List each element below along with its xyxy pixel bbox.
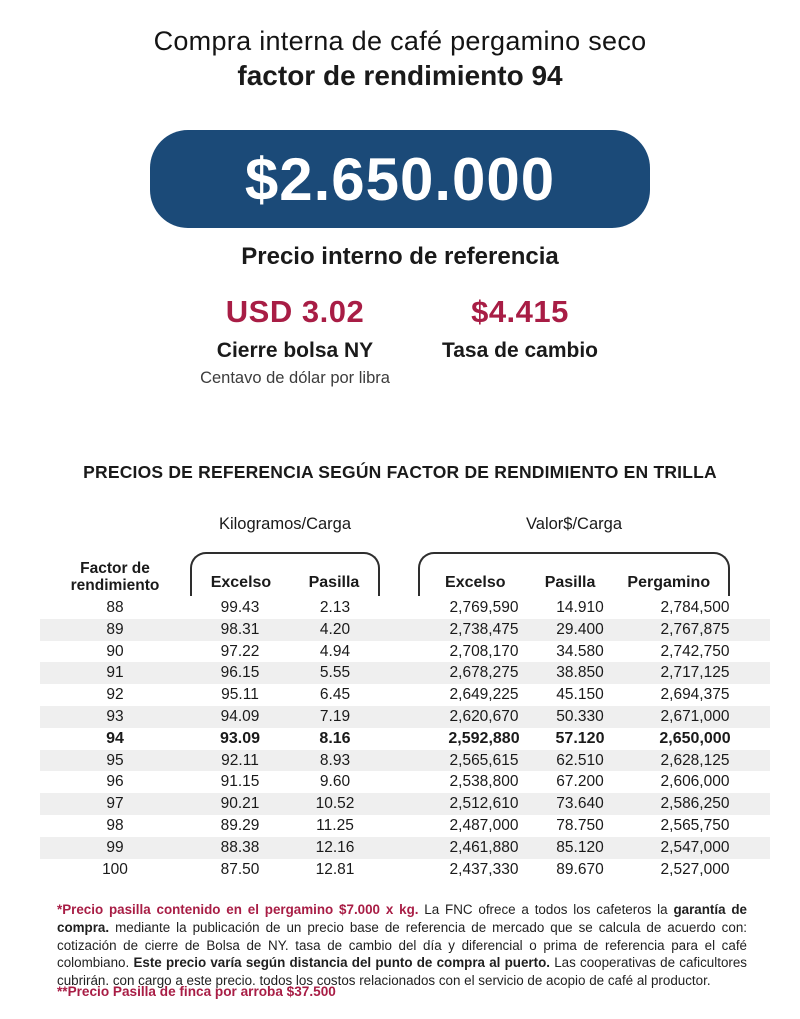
footnote-text-1: La FNC ofrece a todos los cafeteros la (418, 902, 674, 918)
cell-spacer (380, 684, 428, 706)
table-row (40, 662, 770, 684)
group-header-kilograms: Kilogramos/Carga (218, 515, 352, 533)
cell-v-excelso: 2,708,170 (449, 642, 519, 660)
cell-v-pergamino: 2,717,125 (660, 664, 730, 682)
cell-v-pasilla: 38.850 (556, 664, 604, 682)
footnote-bold-2: Este precio varía según distancia del punto de compra al puerto. (133, 955, 550, 971)
cell-spacer (380, 837, 428, 859)
cell-v-pergamino: 2,671,000 (660, 707, 730, 725)
reference-price-badge (150, 130, 650, 228)
cell-v-pergamino: 2,586,250 (660, 795, 730, 813)
cell-kg-excelso: 89.29 (220, 816, 260, 834)
cell-v-excelso: 2,769,590 (449, 599, 519, 616)
table-row (40, 750, 770, 772)
factor-column-header (40, 560, 190, 594)
ny-close-sublabel: Centavo de dólar por libra (200, 369, 390, 387)
cell-factor: 94 (106, 729, 124, 747)
cell-spacer (380, 597, 428, 619)
table-row (40, 619, 770, 641)
exchange-rate-label: Tasa de cambio (441, 339, 598, 362)
cell-spacer (380, 815, 428, 837)
cell-kg-pasilla: 12.81 (315, 860, 355, 878)
price-caption: Precio interno de referencia (241, 243, 559, 270)
footnote-text-3: Las cooperativas de caficultores cubrirán. con cargo a este precio. todos los costos relacionados con el servicio de acopio de café al productor. (57, 955, 747, 989)
cell-v-excelso: 2,461,880 (449, 838, 519, 856)
table-group-header (40, 508, 770, 552)
cell-factor: 100 (102, 860, 128, 878)
cell-v-pasilla: 85.120 (556, 838, 604, 856)
cell-v-pergamino: 2,694,375 (660, 686, 730, 704)
table-row (40, 815, 770, 837)
cell-kg-pasilla: 7.19 (319, 707, 351, 725)
reference-price-value: $2.650.000 (244, 145, 556, 213)
cell-factor: 91 (106, 664, 124, 682)
table-section-title: PRECIOS DE REFERENCIA SEGÚN FACTOR DE RENDIMIENTO EN TRILLA (83, 462, 717, 482)
value-header-box (418, 552, 730, 596)
factor-header-line2: rendimiento (70, 577, 160, 594)
cell-v-excelso: 2,649,225 (449, 686, 519, 704)
cell-kg-excelso: 95.11 (221, 686, 259, 704)
cell-v-excelso: 2,620,670 (449, 707, 519, 725)
footnote-text-2: mediante la publicación de un precio base de referencia de mercado que se calcula de acuerdo con: cotización de cierre de Bolsa de NY. tasa de cambio del día y diferencial o prima de referencia para el café colombiano. (57, 920, 747, 971)
cell-spacer (380, 793, 428, 815)
cell-v-pasilla: 89.670 (556, 860, 604, 878)
cell-spacer (380, 619, 428, 641)
table-row (40, 641, 770, 663)
cell-factor: 99 (106, 838, 124, 856)
cell-v-pasilla: 62.510 (556, 751, 604, 769)
cell-kg-excelso: 96.15 (220, 664, 260, 682)
cell-factor: 90 (106, 642, 124, 660)
cell-factor: 97 (106, 795, 124, 813)
cell-kg-pasilla: 10.52 (315, 795, 355, 813)
cell-v-pergamino: 2,650,000 (659, 729, 731, 747)
cell-factor: 95 (106, 751, 124, 769)
col-header-v-pasilla: Pasilla (544, 574, 596, 591)
cell-v-excelso: 2,538,800 (449, 773, 519, 791)
cell-kg-excelso: 91.15 (220, 773, 260, 791)
table-row (40, 597, 770, 619)
title-line2: factor de rendimiento 94 (237, 60, 563, 91)
table-row (40, 859, 770, 881)
cell-kg-excelso: 88.38 (220, 838, 260, 856)
cell-factor: 96 (106, 773, 124, 791)
cell-v-pergamino: 2,742,750 (660, 642, 730, 660)
cell-v-pasilla: 50.330 (556, 707, 604, 725)
ny-close-label: Cierre bolsa NY (216, 339, 374, 362)
cell-v-pasilla: 45.150 (556, 686, 604, 704)
cell-kg-excelso: 99.43 (220, 599, 260, 616)
col-header-kg-excelso: Excelso (210, 574, 272, 591)
factor-header-line1: Factor de (80, 560, 150, 577)
cell-kg-excelso: 98.31 (220, 620, 260, 638)
cell-factor: 98 (106, 816, 124, 834)
cell-v-pasilla: 67.200 (556, 773, 604, 791)
cell-v-excelso: 2,437,330 (449, 860, 519, 878)
cell-kg-pasilla: 9.60 (319, 773, 351, 791)
cell-kg-pasilla: 8.16 (319, 729, 351, 747)
exchange-rate-stat (440, 294, 600, 362)
cell-v-pergamino: 2,527,000 (660, 860, 730, 878)
footnote-pasilla-arroba: **Precio Pasilla de finca por arroba $37.500 (57, 984, 336, 999)
cell-kg-excelso: 92.11 (221, 751, 259, 769)
kilograms-header-box (190, 552, 380, 596)
page-title (0, 26, 800, 92)
cell-v-pasilla: 78.750 (556, 816, 604, 834)
table-column-header (40, 552, 770, 597)
table-row (40, 684, 770, 706)
cell-kg-excelso: 87.50 (220, 860, 260, 878)
cell-v-excelso: 2,738,475 (449, 620, 519, 638)
table-row (40, 771, 770, 793)
cell-v-pasilla: 14.910 (556, 599, 604, 616)
footnote-bold-1: garantía de compra. (57, 902, 747, 936)
cell-spacer (380, 662, 428, 684)
cell-kg-pasilla: 4.94 (319, 642, 351, 660)
cell-factor: 93 (106, 707, 124, 725)
exchange-rate-value: $4.415 (471, 294, 569, 329)
table-row (40, 728, 770, 750)
cell-v-pergamino: 2,547,000 (660, 838, 730, 856)
cell-v-pergamino: 2,565,750 (660, 816, 730, 834)
footnote-red-lead: *Precio pasilla contenido en el pergamino $7.000 x kg. (57, 902, 419, 918)
table-rows (40, 597, 770, 880)
cell-v-pergamino: 2,784,500 (660, 599, 730, 616)
cell-v-excelso: 2,678,275 (449, 664, 519, 682)
cell-kg-excelso: 90.21 (220, 795, 260, 813)
cell-v-excelso: 2,512,610 (449, 795, 519, 813)
col-header-v-excelso: Excelso (445, 574, 506, 591)
cell-kg-pasilla: 6.45 (319, 686, 351, 704)
cell-v-pasilla: 34.580 (556, 642, 604, 660)
cell-spacer (380, 728, 428, 750)
cell-kg-pasilla: 8.93 (319, 751, 351, 769)
reference-price-table (40, 508, 770, 880)
cell-v-pergamino: 2,628,125 (660, 751, 730, 769)
cell-kg-excelso: 94.09 (220, 707, 260, 725)
cell-kg-pasilla: 12.16 (315, 838, 355, 856)
col-header-v-pergamino: Pergamino (627, 574, 711, 591)
cell-kg-pasilla: 4.20 (319, 620, 351, 638)
table-row (40, 706, 770, 728)
cell-kg-pasilla: 2.13 (319, 599, 351, 616)
cell-factor: 88 (106, 599, 124, 616)
cell-v-pergamino: 2,606,000 (660, 773, 730, 791)
cell-spacer (380, 641, 428, 663)
cell-kg-excelso: 93.09 (219, 729, 261, 747)
cell-factor: 89 (106, 620, 124, 638)
cell-v-excelso: 2,565,615 (449, 751, 519, 769)
table-row (40, 793, 770, 815)
ny-close-stat (165, 294, 425, 388)
table-row (40, 837, 770, 859)
cell-spacer (380, 706, 428, 728)
group-header-value: Valor$/Carga (526, 515, 622, 533)
cell-kg-excelso: 97.22 (220, 642, 260, 660)
cell-kg-pasilla: 11.25 (316, 816, 354, 834)
cell-v-pergamino: 2,767,875 (660, 620, 730, 638)
cell-spacer (380, 771, 428, 793)
cell-kg-pasilla: 5.55 (319, 664, 351, 682)
cell-v-pasilla: 73.640 (556, 795, 604, 813)
footnote-paragraph (57, 901, 747, 989)
cell-factor: 92 (106, 686, 124, 704)
cell-v-excelso: 2,592,880 (448, 729, 520, 747)
cell-spacer (380, 750, 428, 772)
cell-v-pasilla: 29.400 (556, 620, 604, 638)
cell-v-pasilla: 57.120 (555, 729, 605, 747)
ny-close-value: USD 3.02 (225, 294, 365, 329)
title-line1: Compra interna de café pergamino seco (153, 26, 647, 56)
cell-spacer (380, 859, 428, 881)
col-header-kg-pasilla: Pasilla (308, 574, 360, 591)
cell-v-excelso: 2,487,000 (449, 816, 519, 834)
